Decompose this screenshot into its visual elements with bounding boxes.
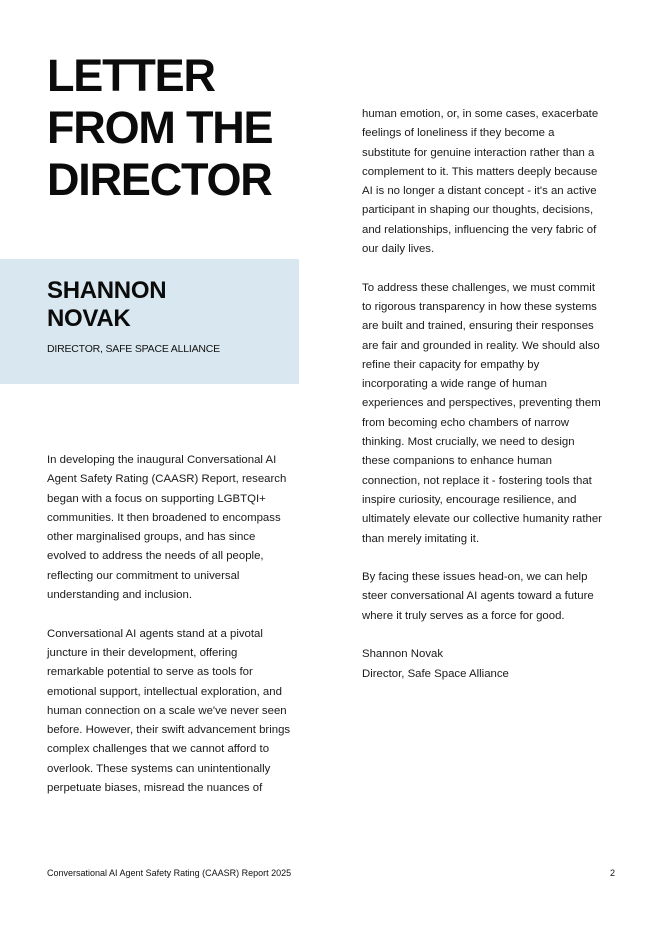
text-line: began with a focus on supporting LGBTQI+ — [47, 492, 266, 505]
author-box — [0, 259, 299, 384]
text-line: participant in shaping our thoughts, decisions, — [362, 204, 594, 217]
text-line: than merely imitating it. — [362, 532, 480, 545]
text-line: thinking. Most crucially, we need to design — [362, 436, 575, 449]
text-line: juncture in their development, offering — [47, 646, 238, 659]
text-line: ultimately elevate our collective humanity rather — [362, 513, 602, 526]
text-line: and relationships, influencing the very fabric of — [362, 223, 597, 236]
left-column — [47, 451, 312, 798]
text-line: human emotion, or, in some cases, exacerbate — [362, 108, 599, 120]
author-role: DIRECTOR, SAFE SPACE ALLIANCE — [47, 343, 220, 355]
paragraph — [362, 279, 632, 549]
text-line: before. However, their swift advancement brings — [47, 724, 291, 737]
signature-title: Director, Safe Space Alliance — [362, 667, 509, 680]
text-line: refine their capacity for empathy by — [362, 358, 540, 371]
text-line: experiences and perspectives, preventing them — [362, 397, 601, 410]
page-number: 2 — [609, 868, 615, 878]
text-line: In developing the inaugural Conversational AI — [47, 454, 277, 466]
page-title-line: FROM THE — [47, 102, 273, 153]
page-title-line: DIRECTOR — [47, 154, 272, 205]
author-name-line: SHANNON — [47, 277, 167, 304]
paragraph — [362, 568, 632, 626]
text-line: To address these challenges, we must commit — [362, 281, 595, 294]
text-line: from becoming echo chambers of narrow — [362, 416, 570, 429]
text-line: other marginalised groups, and has since — [47, 531, 256, 544]
signature-name: Shannon Novak — [362, 648, 444, 661]
text-line: feelings of loneliness if they become a — [362, 127, 555, 140]
text-line: communities. It then broadened to encompass — [47, 511, 281, 524]
author-name-line: NOVAK — [47, 305, 131, 332]
author-name — [47, 277, 166, 333]
text-line: remarkable potential to serve as tools for — [47, 666, 253, 679]
text-line: understanding and inclusion. — [47, 589, 193, 602]
text-line: steer conversational AI agents toward a future — [362, 590, 594, 603]
text-line: reflecting our commitment to universal — [47, 569, 240, 582]
paragraph — [47, 625, 312, 799]
text-line: emotional support, intellectual exploration, and — [47, 685, 282, 698]
text-line: overlook. These systems can unintentionally — [47, 762, 271, 775]
text-line: Agent Safety Rating (CAASR) Report, research — [47, 473, 287, 486]
text-line: complement to it. This matters deeply because — [362, 165, 598, 178]
text-line: human connection on a scale we've never seen — [47, 704, 287, 717]
text-line: substitute for genuine interaction rather than a — [362, 146, 595, 159]
text-line: are fair and grounded in reality. We should also — [362, 339, 600, 352]
page-title — [47, 50, 337, 206]
text-line: where it truly serves as a force for good. — [362, 609, 565, 622]
text-line: connection, not replace it - fostering tools that — [362, 474, 592, 487]
paragraph — [362, 105, 632, 259]
text-line: these companions to enhance human — [362, 455, 552, 468]
text-line: inspire curiosity, encourage resilience, and — [362, 493, 577, 506]
text-line: perpetuate biases, misread the nuances of — [47, 782, 263, 795]
text-line: Conversational AI agents stand at a pivotal — [47, 627, 263, 640]
text-line: incorporating a wide range of human — [362, 378, 547, 391]
paragraph — [47, 451, 312, 605]
text-line: our daily lives. — [362, 243, 435, 256]
text-line: to rigorous transparency in how these systems — [362, 300, 597, 313]
signature-block — [362, 645, 632, 684]
page-title-line: LETTER — [47, 50, 215, 101]
footer-report-title: Conversational AI Agent Safety Rating (CAASR) Report 2025 — [47, 868, 292, 878]
text-line: complex challenges that we cannot afford to — [47, 743, 270, 756]
text-line: evolved to address the needs of all people, — [47, 550, 264, 563]
text-line: By facing these issues head-on, we can help — [362, 571, 588, 584]
text-line: are built and trained, ensuring their responses — [362, 320, 594, 333]
text-line: AI is no longer a distant concept - it's an active — [362, 185, 597, 198]
right-column — [362, 105, 632, 684]
